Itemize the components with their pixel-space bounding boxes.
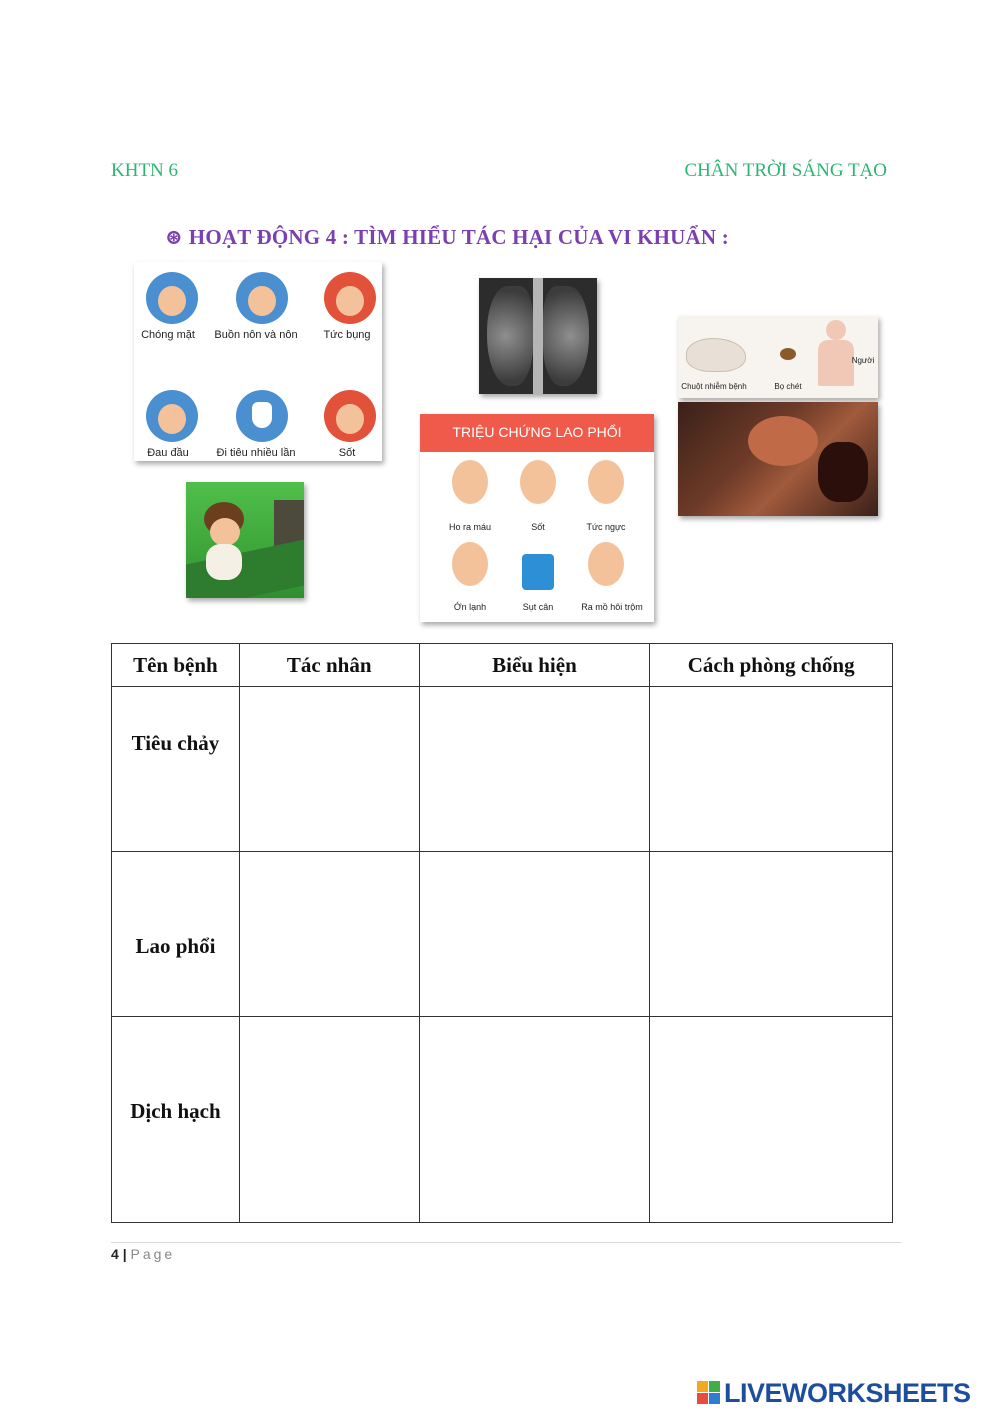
prevention-answer-cell[interactable] [650,1017,893,1223]
symptom-label: Buồn nôn và nôn [214,329,298,341]
symptom-label: Sốt [338,447,356,459]
chills-icon [452,542,488,586]
coughing-blood-icon [452,460,488,504]
fever-icon [520,460,556,504]
tb-symptom-label: Sụt cân [522,602,554,612]
tb-symptom-label: Ho ra máu [448,522,492,532]
page-footer [111,1246,175,1262]
disease-table [111,643,893,1223]
symptoms-illustration [134,262,382,461]
brand-text: LIVEWORKSHEETS [724,1378,971,1408]
tb-symptom-label: Ra mồ hôi trộm [581,602,643,612]
transmission-label: Chuột nhiễm bệnh [681,382,747,391]
page-number: 4 [111,1246,119,1262]
prevention-answer-cell[interactable] [650,852,893,1017]
symptoms-answer-cell[interactable] [419,852,650,1017]
symptom-label: Đau đầu [147,447,189,459]
nausea-icon [236,272,288,324]
dizzy-icon [146,272,198,324]
tb-symptom-label: Ớn lạnh [453,602,487,612]
activity-title-text: HOẠT ĐỘNG 4 : TÌM HIỂU TÁC HẠI CỦA VI KHUẨN : [188,225,729,249]
chest-pain-icon [588,460,624,504]
toilet-icon [236,390,288,442]
activity-title [165,224,729,250]
footer-divider [111,1242,901,1243]
column-header-agent: Tác nhân [239,644,419,687]
header-subject: KHTN 6 [111,160,179,181]
symptom-label: Đi tiêu nhiều lần [216,447,296,459]
tb-panel-title: TRIỆU CHỨNG LAO PHỔI [452,424,622,440]
symptom-label: Tức bụng [323,329,371,341]
tb-symptom-label: Sốt [531,522,545,532]
night-sweats-icon [588,542,624,586]
chest-xray-image [479,278,597,394]
table-row [112,687,893,852]
rat-icon [686,338,746,372]
tb-symptom-label: Tức ngực [586,522,626,532]
human-icon [826,320,846,340]
liveworksheets-logo [697,1378,971,1409]
flower-icon: ⊛ [165,225,183,249]
liveworksheets-logo-icon [697,1381,721,1405]
diarrhea-cartoon-image [186,482,304,598]
fever-icon [324,390,376,442]
table-header-row [112,644,893,687]
column-header-symptoms: Biểu hiện [419,644,650,687]
column-header-disease: Tên bệnh [112,644,240,687]
header-series: CHÂN TRỜI SÁNG TẠO [684,160,887,181]
disease-name-cell: Tiêu chảy [112,687,240,852]
column-header-prevention: Cách phòng chống [650,644,893,687]
plague-infected-hand-photo [678,402,878,516]
symptoms-answer-cell[interactable] [419,1017,650,1223]
flea-icon [780,348,796,360]
weight-scale-icon [522,554,554,590]
agent-answer-cell[interactable] [239,687,419,852]
stomachache-icon [324,272,376,324]
agent-answer-cell[interactable] [239,852,419,1017]
table-row [112,852,893,1017]
symptoms-answer-cell[interactable] [419,687,650,852]
page-separator: | [122,1246,127,1262]
tb-symptoms-illustration [420,414,654,622]
transmission-label: Người [851,356,875,365]
agent-answer-cell[interactable] [239,1017,419,1223]
symptom-label: Chóng mặt [141,329,195,341]
page-label: Page [130,1246,176,1262]
transmission-label: Bọ chét [774,382,802,391]
disease-name-cell: Lao phổi [112,852,240,1017]
prevention-answer-cell[interactable] [650,687,893,852]
headache-icon [146,390,198,442]
plague-transmission-illustration [678,316,878,398]
table-row [112,1017,893,1223]
disease-name-cell: Dịch hạch [112,1017,240,1223]
